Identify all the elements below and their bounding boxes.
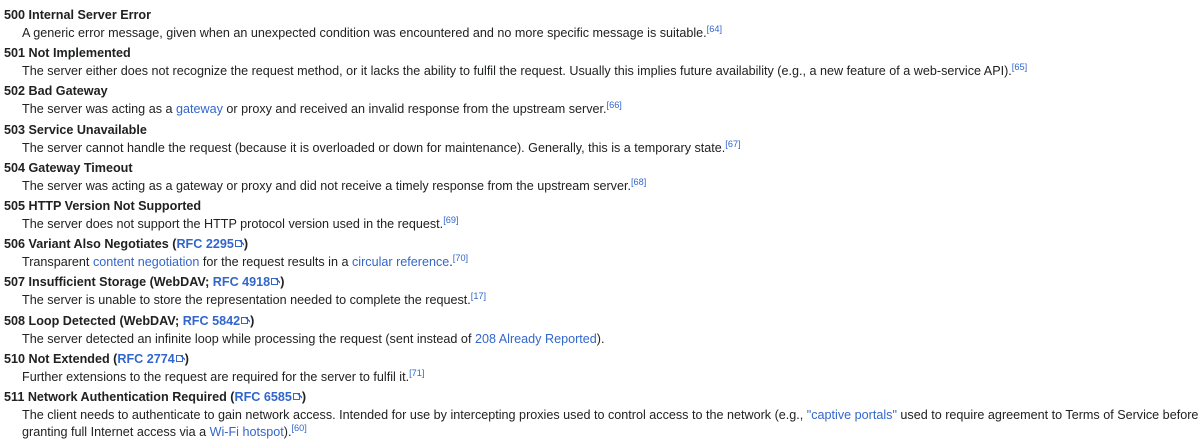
description-text: . [449,255,453,270]
term-punctuation-close: ) [184,351,189,366]
status-code-entry [0,159,1200,197]
description-text: for the request results in a [199,255,352,270]
citation-reference[interactable] [292,423,307,433]
status-code-name: Service Unavailable [28,122,147,137]
inline-link[interactable]: gateway [176,102,223,117]
status-code-number: 504 [4,160,26,175]
citation-reference[interactable] [453,253,468,263]
description-text: The server detected an infinite loop while processing the request (sent instead of [22,331,475,346]
citation-link[interactable]: [71] [409,367,425,378]
citation-reference[interactable] [471,291,486,301]
citation-reference[interactable] [443,215,458,225]
term-punctuation-close: ) [250,313,255,328]
status-code-number: 506 [4,237,26,252]
description-text: The server either does not recognize the request method, or it lacks the ability to fulfil the request. Usually this implies future availability (e.g., a new feature of a web-service API). [22,64,1012,79]
description-text: used to require agreement to Terms of Service before granting full Internet access via a [22,407,1199,439]
status-code-name: Variant Also Negotiates [28,237,169,252]
status-code-term [0,388,1200,406]
status-code-number: 501 [4,46,26,61]
rfc-link[interactable]: RFC 5842 [183,314,250,328]
term-punctuation-close: ) [243,237,249,252]
term-punctuation: ( [168,237,177,252]
status-code-term [0,235,1200,253]
rfc-link[interactable]: RFC 4918 [213,275,280,289]
status-code-number: 511 [4,389,25,404]
status-code-entry [0,6,1200,44]
description-text: The client needs to authenticate to gain network access. Intended for use by intercepting proxies used to control access to the network (e.g., [22,407,807,422]
status-code-description [0,330,1200,350]
description-text: The server was acting as a [22,102,176,117]
status-code-number: 508 [4,313,26,328]
citation-link[interactable]: [69] [443,214,459,225]
status-code-description [0,368,1200,388]
status-code-term [0,273,1200,291]
status-code-number: 502 [4,84,26,99]
status-code-name: Not Extended ( [28,351,118,366]
description-text: ). [283,424,292,439]
description-text: The server cannot handle the request (because it is overloaded or down for maintenance). Generally, this is a temporary state. [22,140,726,155]
inline-link[interactable]: 208 Already Reported [474,331,597,346]
citation-link[interactable]: [60] [291,422,307,433]
rfc-link[interactable]: RFC 6585 [234,390,301,404]
citation-reference[interactable] [707,24,722,34]
term-punctuation-close: ) [280,275,285,290]
status-code-name: Loop Detected (WebDAV; [28,313,180,328]
status-code-name: Internal Server Error [28,8,152,22]
status-code-term [0,44,1200,62]
status-code-entry [0,273,1200,311]
inline-link[interactable]: content negotiation [92,255,200,270]
description-text: The server does not support the HTTP protocol version used in the request. [22,217,444,232]
status-code-description [0,24,1200,44]
citation-reference[interactable] [631,177,646,187]
status-code-term [0,121,1200,139]
status-code-name: Bad Gateway [28,84,108,99]
status-code-entry [0,312,1200,350]
inline-link[interactable]: circular reference [351,255,450,270]
citation-link[interactable]: [70] [452,253,469,264]
status-code-description [0,253,1200,273]
status-code-number: 507 [4,275,26,290]
status-code-term [0,159,1200,177]
status-code-entry [0,44,1200,82]
status-code-name: Gateway Timeout [28,160,133,175]
citation-link[interactable]: [66] [606,100,622,111]
status-code-description [0,139,1200,159]
term-punctuation-close: ) [301,389,307,404]
status-code-number: 505 [4,198,26,213]
status-code-name: Not Implemented [28,46,131,61]
status-code-term [0,6,1200,24]
citation-link[interactable]: [65] [1011,62,1028,73]
status-code-description [0,100,1200,120]
citation-link[interactable]: [67] [725,138,741,149]
status-code-entry [0,121,1200,159]
status-code-term [0,197,1200,215]
description-text: or proxy and received an invalid response from the upstream server. [222,102,607,117]
citation-reference[interactable] [1012,62,1027,72]
status-code-description [0,406,1200,443]
description-text: A generic error message, given when an unexpected condition was encountered and no more specific message is suitable. [22,26,707,41]
status-code-number: 503 [4,122,26,137]
status-code-term [0,312,1200,330]
status-code-description [0,291,1200,311]
rfc-link[interactable]: RFC 2295 [176,237,243,251]
citation-reference[interactable] [725,139,740,149]
citation-reference[interactable] [607,100,622,110]
status-code-entry [0,235,1200,273]
citation-link[interactable]: [17] [470,291,487,302]
status-code-entry [0,388,1200,443]
status-code-number: 510 [4,351,26,366]
inline-link[interactable]: "captive portals" [806,407,897,422]
status-code-description [0,62,1200,82]
status-code-name: HTTP Version Not Supported [28,198,202,213]
citation-reference[interactable] [409,368,424,378]
citation-link[interactable]: [64] [706,24,722,34]
inline-link[interactable]: Wi-Fi hotspot [209,424,284,439]
status-code-entry [0,82,1200,120]
status-code-term [0,82,1200,100]
description-text: The server was acting as a gateway or proxy and did not receive a timely response from the upstream server. [22,178,631,193]
status-code-name: Network Authentication Required ( [27,389,235,404]
status-code-term [0,350,1200,368]
description-text: The server is unable to store the representation needed to complete the request. [22,293,471,308]
status-code-name: Insufficient Storage (WebDAV; [28,275,210,290]
status-code-number: 500 [4,8,26,22]
status-code-description [0,215,1200,235]
status-code-entry [0,197,1200,235]
description-text: ). [596,331,605,346]
description-text: Transparent [22,255,93,270]
status-code-description [0,177,1200,197]
citation-link[interactable]: [68] [630,176,647,187]
description-text: Further extensions to the request are required for the server to fulfil it. [22,369,410,384]
status-code-entry [0,350,1200,388]
rfc-link[interactable]: RFC 2774 [117,352,184,366]
